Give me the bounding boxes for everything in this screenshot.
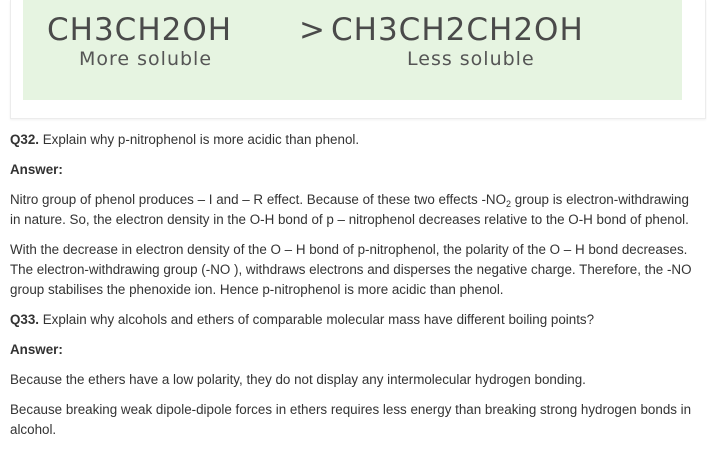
answer-32-paragraph-1 xyxy=(10,190,694,230)
question-33-label: Q33. xyxy=(10,312,40,327)
solubility-figure-card xyxy=(10,0,706,119)
answer-32-paragraph-1-part-b: group is electron-withdrawing in nature. So, the electron density in the O-H bond of p – nitrophenol decreases relative to the O-H bond of phenol. xyxy=(10,192,689,227)
propanol-formula: CH3CH2CH2OH xyxy=(331,12,584,48)
ethanol-formula: CH3CH2OH xyxy=(47,12,233,48)
answer-33-paragraph-2: Because breaking weak dipole-dipole forces in ethers requires less energy than breaking strong hydrogen bonds in alcohol. xyxy=(10,402,692,437)
more-soluble-caption: More soluble xyxy=(79,48,213,70)
answer-32-paragraph-1-part-a: Nitro group of phenol produces – I and – R effect. Because of these two effects -NO xyxy=(10,192,506,207)
question-33 xyxy=(10,310,694,330)
question-33-text: Explain why alcohols and ethers of comparable molecular mass have different boiling points? xyxy=(39,312,595,327)
less-soluble-caption: Less soluble xyxy=(407,48,535,70)
question-32 xyxy=(10,130,694,150)
question-32-text: Explain why p-nitrophenol is more acidic than phenol. xyxy=(39,132,360,147)
question-32-label: Q32. xyxy=(10,132,40,147)
answer-33-label: Answer: xyxy=(10,342,63,357)
qa-content xyxy=(10,130,694,450)
answer-32-paragraph-2: With the decrease in electron density of the O – H bond of p-nitrophenol, the polarity of the O – H bond decreases. The electron-withdrawing group (-NO ), withdraws electrons and disperses the negative charge. Therefore, the -NO group stabilises the phenoxide ion. Hence p-nitrophenol is more acidic than phenol. xyxy=(10,242,692,297)
greater-than-sign: > xyxy=(299,12,326,48)
answer-32-label: Answer: xyxy=(10,162,63,177)
no2-subscript: 2 xyxy=(506,199,512,209)
answer-33-paragraph-1: Because the ethers have a low polarity, they do not display any intermolecular hydrogen bonding. xyxy=(10,372,586,387)
solubility-figure xyxy=(23,0,682,100)
